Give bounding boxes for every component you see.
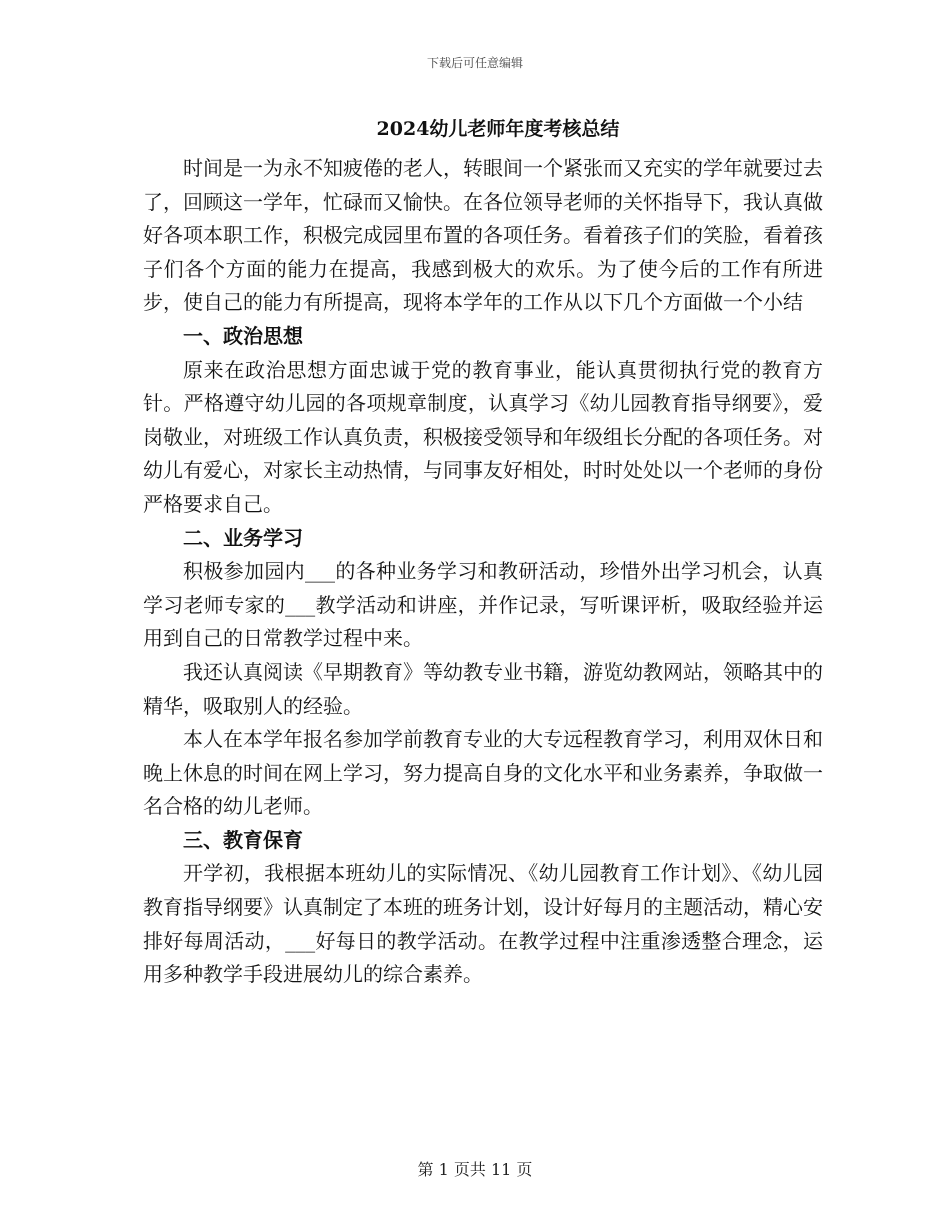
study-paragraph-2: 我还认真阅读《早期教育》等幼教专业书籍，游览幼教网站，领略其中的精华，吸取别人的经验。 [143, 659, 823, 718]
section-heading-study: 二、业务学习 [183, 525, 303, 550]
education-paragraph: 开学初，我根据本班幼儿的实际情况、《幼儿园教育工作计划》、《幼儿园教育指导纲要》认真制定了本班的班务计划，设计好每月的主题活动，精心安排好每周活动，___好每日的教学活动。在教学过程中注重渗透整合理念，运用多种教学手段进展幼儿的综合素养。 [143, 861, 823, 987]
section-heading-education: 三、教育保育 [183, 827, 303, 852]
section-heading-politics: 一、政治思想 [183, 323, 303, 348]
page-footer: 第 1 页共 11 页 [417, 1160, 533, 1179]
intro-paragraph: 时间是一为永不知疲倦的老人，转眼间一个紧张而又充实的学年就要过去了，回顾这一学年，忙碌而又愉快。在各位领导老师的关怀指导下，我认真做好各项本职工作，积极完成园里布置的各项任务。看着孩子们的笑脸，看着孩子们各个方面的能力在提高，我感到极大的欢乐。为了使今后的工作有所进步，使自己的能力有所提高，现将本学年的工作从以下几个方面做一个小结 [143, 156, 823, 315]
document-body [143, 116, 823, 992]
study-paragraph-1: 积极参加园内___的各种业务学习和教研活动，珍惜外出学习机会，认真学习老师专家的___教学活动和讲座，并作记录，写听课评析，吸取经验并运用到自己的日常教学过程中来。 [143, 559, 823, 651]
politics-paragraph: 原来在政治思想方面忠诚于党的教育事业，能认真贯彻执行党的教育方针。严格遵守幼儿园的各项规章制度，认真学习《幼儿园教育指导纲要》，爱岗敬业，对班级工作认真负责，积极接受领导和年级组长分配的各项任务。对幼儿有爱心，对家长主动热情，与同事友好相处，时时处处以一个老师的身份严格要求自己。 [143, 357, 823, 516]
page-header: 下载后可任意编辑 [426, 56, 523, 70]
document-title: 2024幼儿老师年度考核总结 [376, 118, 620, 140]
study-paragraph-3: 本人在本学年报名参加学前教育专业的大专远程教育学习，利用双休日和晚上休息的时间在网上学习，努力提高自身的文化水平和业务素养，争取做一名合格的幼儿老师。 [143, 727, 823, 819]
